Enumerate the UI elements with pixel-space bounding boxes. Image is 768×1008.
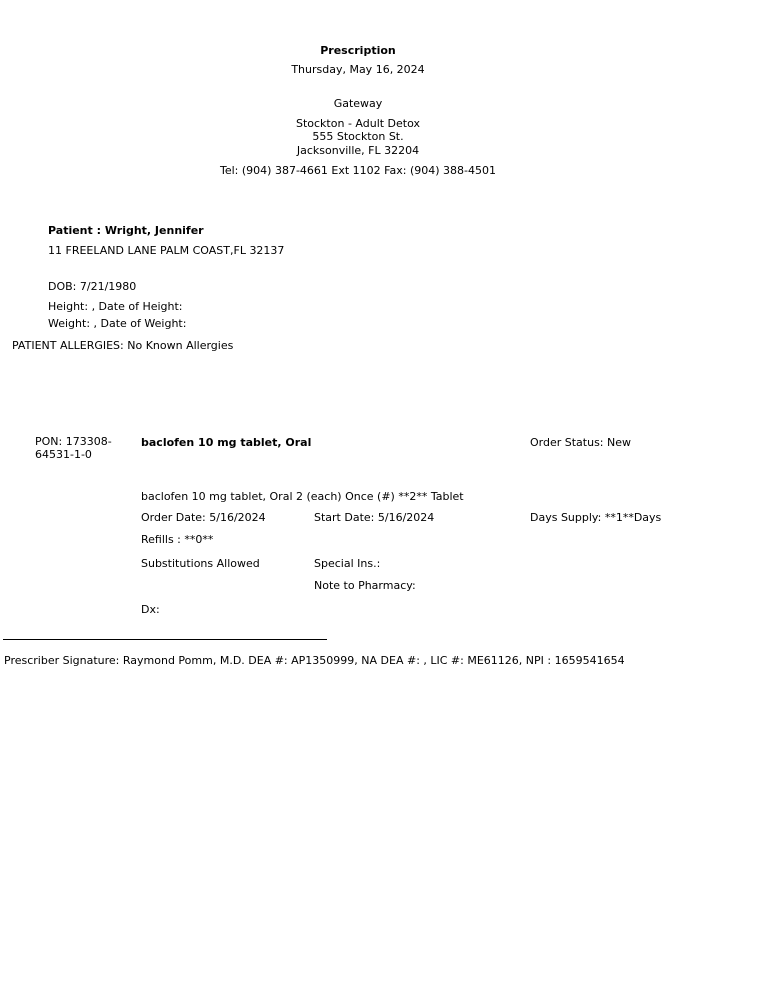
substitutions: Substitutions Allowed [141, 557, 260, 570]
prescription-date: Thursday, May 16, 2024 [291, 63, 425, 76]
pon-number: PON: 173308- [35, 435, 112, 448]
patient-address: 11 FREELAND LANE PALM COAST,FL 32137 [48, 244, 285, 257]
drug-sig: baclofen 10 mg tablet, Oral 2 (each) Once (#) **2** Tablet [141, 490, 464, 503]
patient-weight: Weight: , Date of Weight: [48, 317, 187, 330]
special-instructions: Special Ins.: [314, 557, 381, 570]
start-date: Start Date: 5/16/2024 [314, 511, 435, 524]
signature-line [3, 639, 327, 640]
prescriber-signature: Prescriber Signature: Raymond Pomm, M.D. DEA #: AP1350999, NA DEA #: , LIC #: ME61126, NPI : 1659541654 [4, 654, 625, 667]
drug-name: baclofen 10 mg tablet, Oral [141, 436, 312, 449]
patient-height: Height: , Date of Height: [48, 300, 183, 313]
note-to-pharmacy: Note to Pharmacy: [314, 579, 416, 592]
facility-city: Jacksonville, FL 32204 [296, 144, 420, 157]
patient-dob: DOB: 7/21/1980 [48, 280, 137, 293]
order-status: Order Status: New [530, 436, 632, 449]
facility-phone: Tel: (904) 387-4661 Ext 1102 Fax: (904) 388-4501 [220, 164, 496, 177]
pon-number-cont: 64531-1-0 [35, 448, 92, 461]
order-date: Order Date: 5/16/2024 [141, 511, 266, 524]
days-supply: Days Supply: **1**Days [530, 511, 662, 524]
patient-name: Patient : Wright, Jennifer [48, 224, 204, 237]
facility-name: Gateway [333, 97, 383, 110]
refills: Refills : **0** [141, 533, 214, 546]
facility-location: Stockton - Adult Detox [295, 117, 421, 130]
diagnosis: Dx: [141, 603, 160, 616]
page-title: Prescription [320, 44, 396, 57]
patient-allergies: PATIENT ALLERGIES: No Known Allergies [12, 339, 234, 352]
facility-street: 555 Stockton St. [312, 130, 404, 143]
